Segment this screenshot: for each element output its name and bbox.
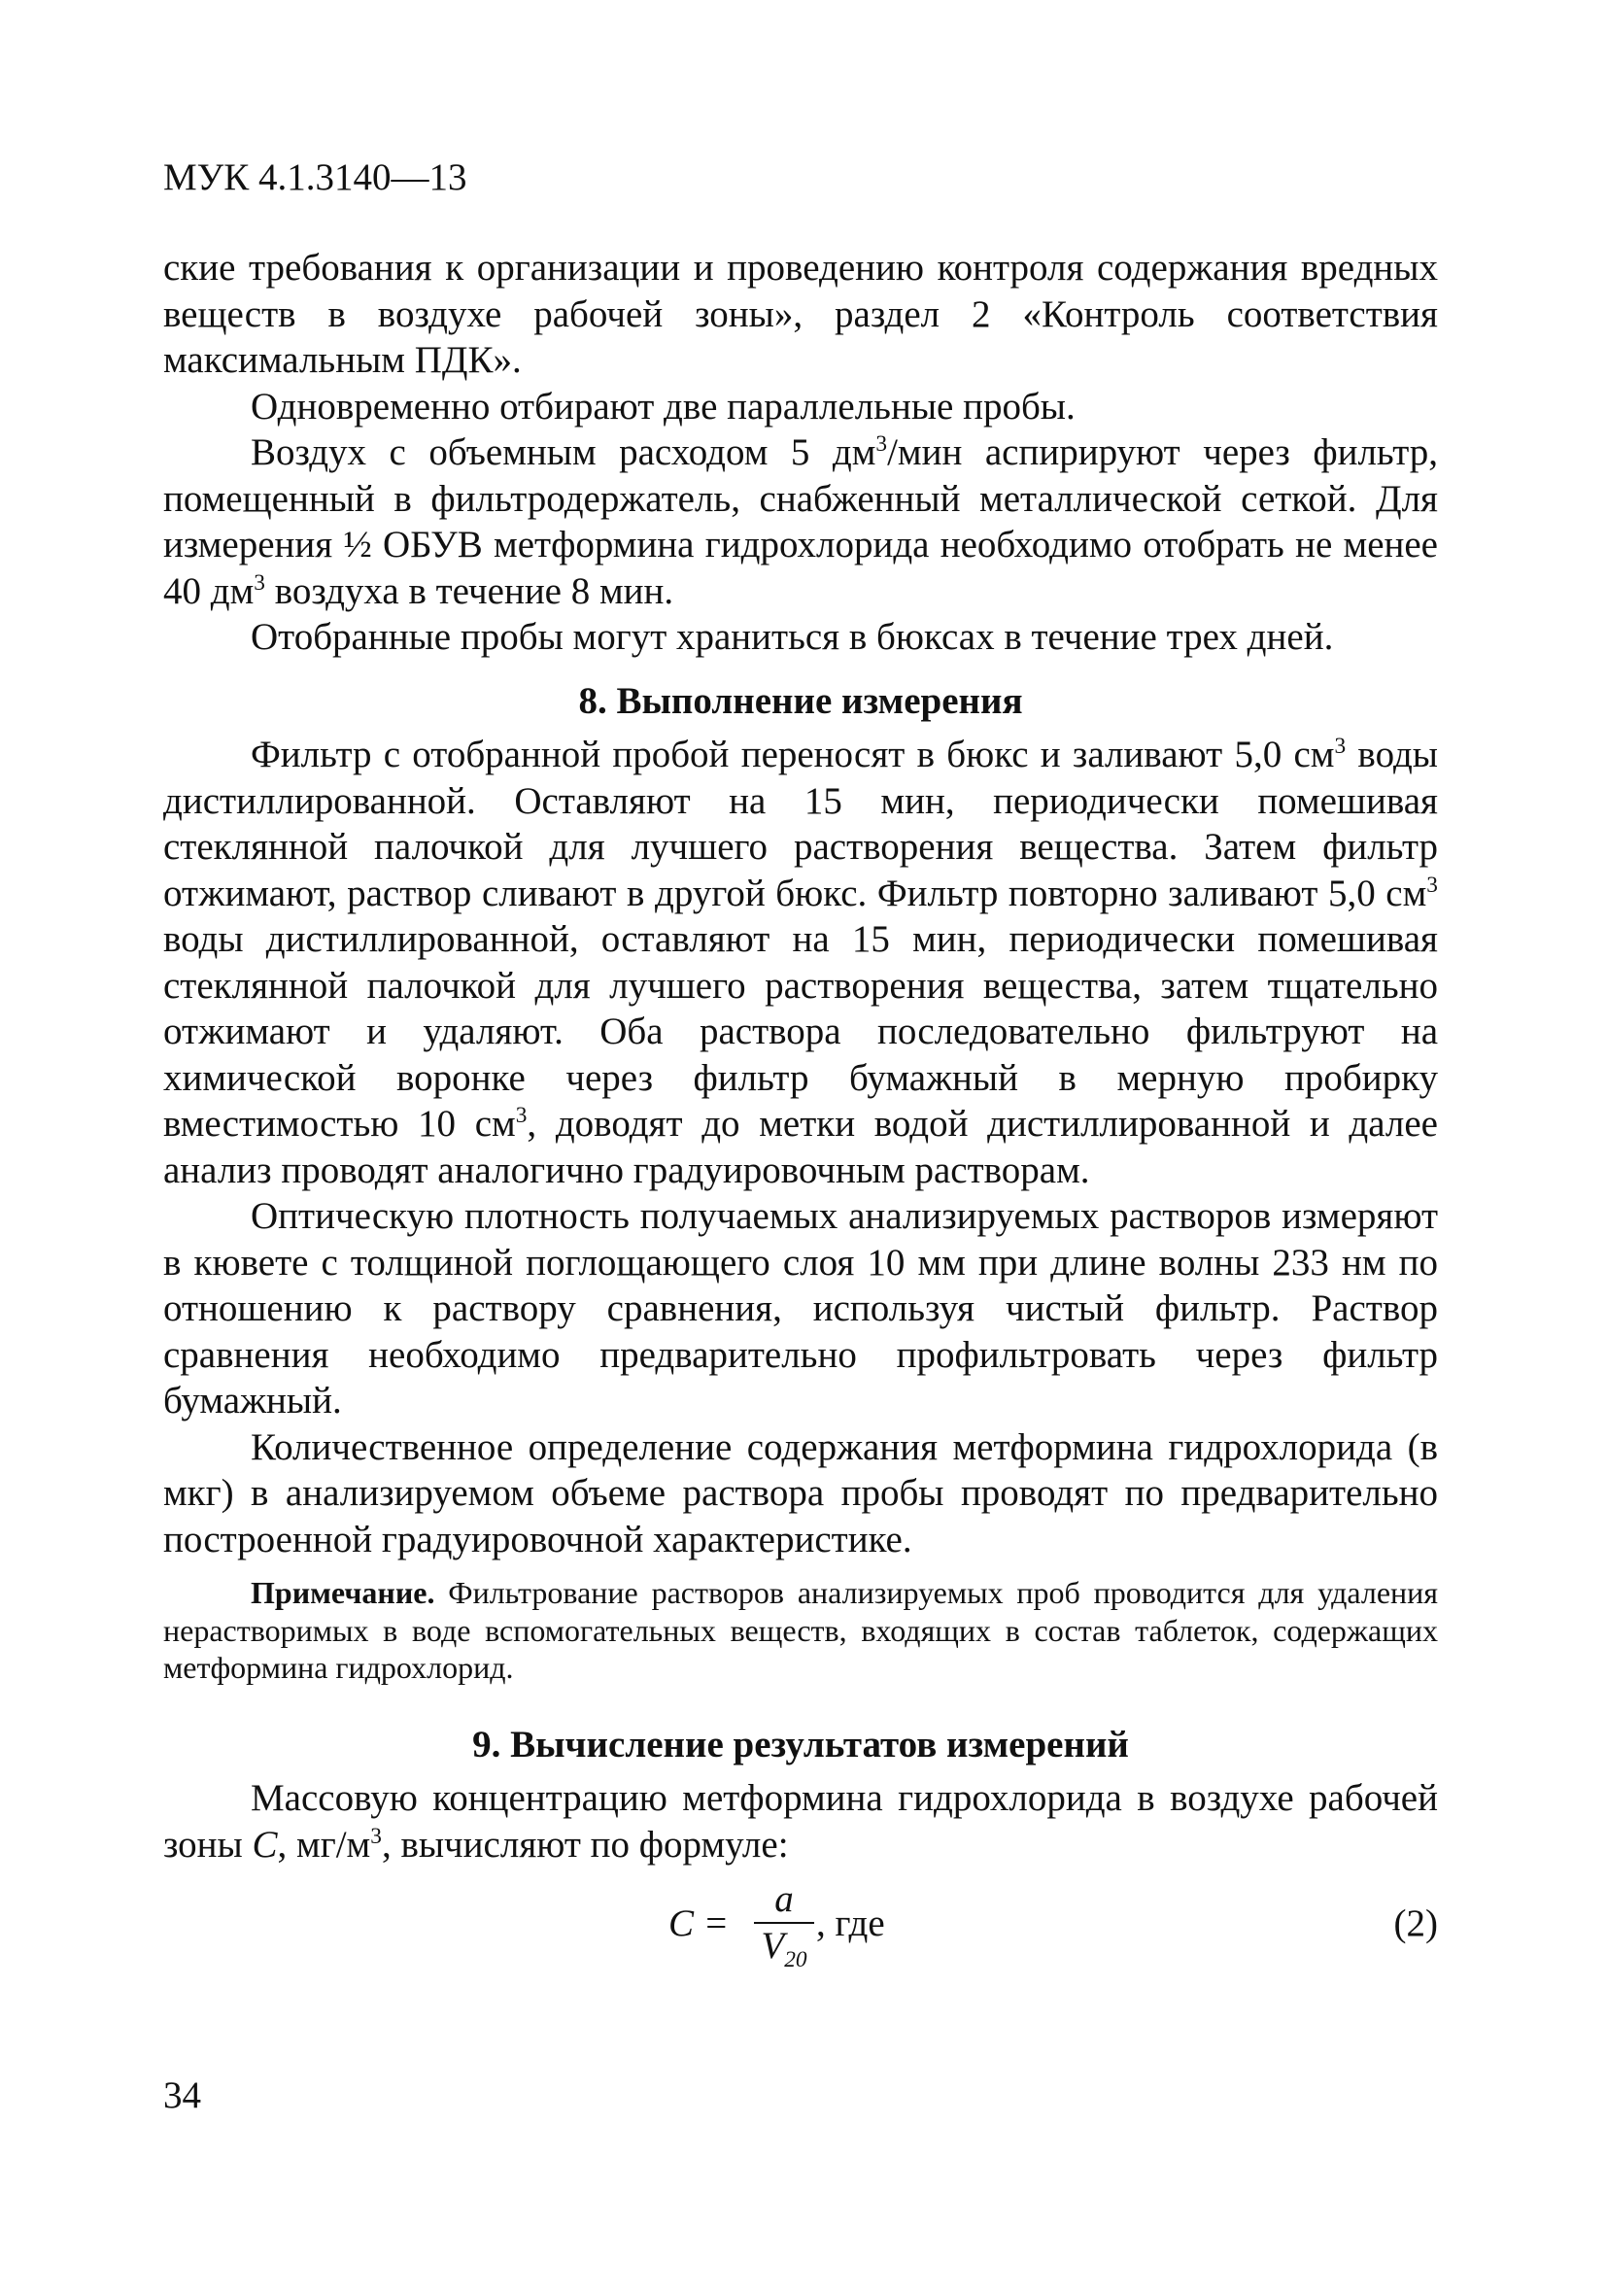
text-fragment: Массовую концентрацию метформина гидрохлорида в воздухе рабочей зоны (163, 1777, 1438, 1866)
fraction-bar (754, 1922, 814, 1924)
superscript: 3 (1334, 734, 1347, 759)
superscript: 3 (254, 569, 265, 596)
page-number: 34 (163, 2074, 201, 2116)
text-fragment: воды дистиллированной, оставляют на 15 мин, периодически помешивая стеклянной палочкой для лучшего растворения вещества, затем тщательно отжимают и удаляют. Оба раствора последовательно фильтруют на химической воронке через фильтр бумажный в мерную пробирку вместимостью 10 см (163, 918, 1438, 1145)
paragraph-air-sampling (163, 429, 1438, 614)
formula-fraction (754, 1878, 814, 1972)
denominator-var: V (761, 1925, 785, 1967)
paragraph-measurement-procedure (163, 732, 1438, 1193)
page-content (163, 245, 1438, 1988)
formula-numerator: а (774, 1878, 794, 1920)
superscript: 3 (370, 1823, 382, 1849)
section-8-heading: 8. Выполнение измерения (578, 679, 1023, 722)
note (163, 1574, 1438, 1687)
paragraph-continuation: ские требования к организации и проведению контроля содержания вредных веществ в воздухе рабочей зоны», раздел 2 «Контроль соответствия максимальным ПДК». (163, 247, 1438, 381)
text-fragment: , мг/м (277, 1823, 371, 1866)
note-label: Примечание. (251, 1575, 435, 1610)
formula-2 (163, 1879, 1438, 1988)
superscript: 3 (515, 1103, 528, 1128)
section-9-heading: 9. Вычисление результатов измерений (472, 1723, 1129, 1765)
note-text: Фильтрование растворов анализируемых проб проводится для удаления нерастворимых в воде вспомогательных веществ, входящих в состав таблеток, содержащих метформина гидрохлорид. (163, 1575, 1438, 1685)
paragraph-quantitative-determination: Количественное определение содержания метформина гидрохлорида (в мкг) в анализируемом объеме раствора пробы проводят по предварительно построенной градуировочной характеристике. (163, 1425, 1438, 1560)
text-fragment: Воздух с объемным расходом 5 дм (251, 431, 876, 473)
text-fragment: воды дистиллированной. Оставляют на 15 мин, периодически помешивая стеклянной палочкой для лучшего растворения вещества. Затем фильтр отжимают, раствор сливают в другой бюкс. Фильтр повторно заливают 5,0 см (163, 734, 1438, 914)
formula-number: (2) (1393, 1902, 1438, 1944)
formula-lhs: С = (668, 1902, 730, 1944)
text-fragment: , доводят до метки водой дистиллированной и далее анализ проводят аналогично градуировочным растворам. (163, 1103, 1438, 1191)
denominator-subscript: 20 (784, 1946, 807, 1972)
text-fragment: , вычисляют по формуле: (381, 1823, 789, 1866)
paragraph-parallel-samples: Одновременно отбирают две параллельные пробы. (251, 385, 1076, 428)
formula-denominator (754, 1925, 814, 1972)
variable-c: С (252, 1823, 278, 1866)
text-fragment: Фильтр с отобранной пробой переносят в бюкс и заливают 5,0 см (251, 734, 1335, 775)
formula-where: , где (816, 1902, 885, 1944)
paragraph-storage: Отобранные пробы могут храниться в бюксах в течение трех дней. (251, 616, 1334, 658)
paragraph-calculation (163, 1775, 1438, 1868)
text-fragment: воздуха в течение 8 мин. (264, 569, 674, 612)
superscript: 3 (875, 431, 888, 457)
document-header: МУК 4.1.3140—13 (163, 156, 467, 198)
superscript: 3 (1426, 872, 1438, 898)
paragraph-optical-density: Оптическую плотность получаемых анализируемых растворов измеряют в кювете с толщиной поглощающего слоя 10 мм при длине волны 233 нм по отношению к раствору сравнения, используя чистый фильтр. Раствор сравнения необходимо предварительно профильтровать через фильтр бумажный. (163, 1195, 1438, 1422)
text-fragment: /мин аспирируют через фильтр, помещенный в фильтродержатель, снабженный металлической сеткой. Для измерения ½ ОБУВ метформина гидрохлорида необходимо отобрать не менее 40 дм (163, 431, 1438, 612)
